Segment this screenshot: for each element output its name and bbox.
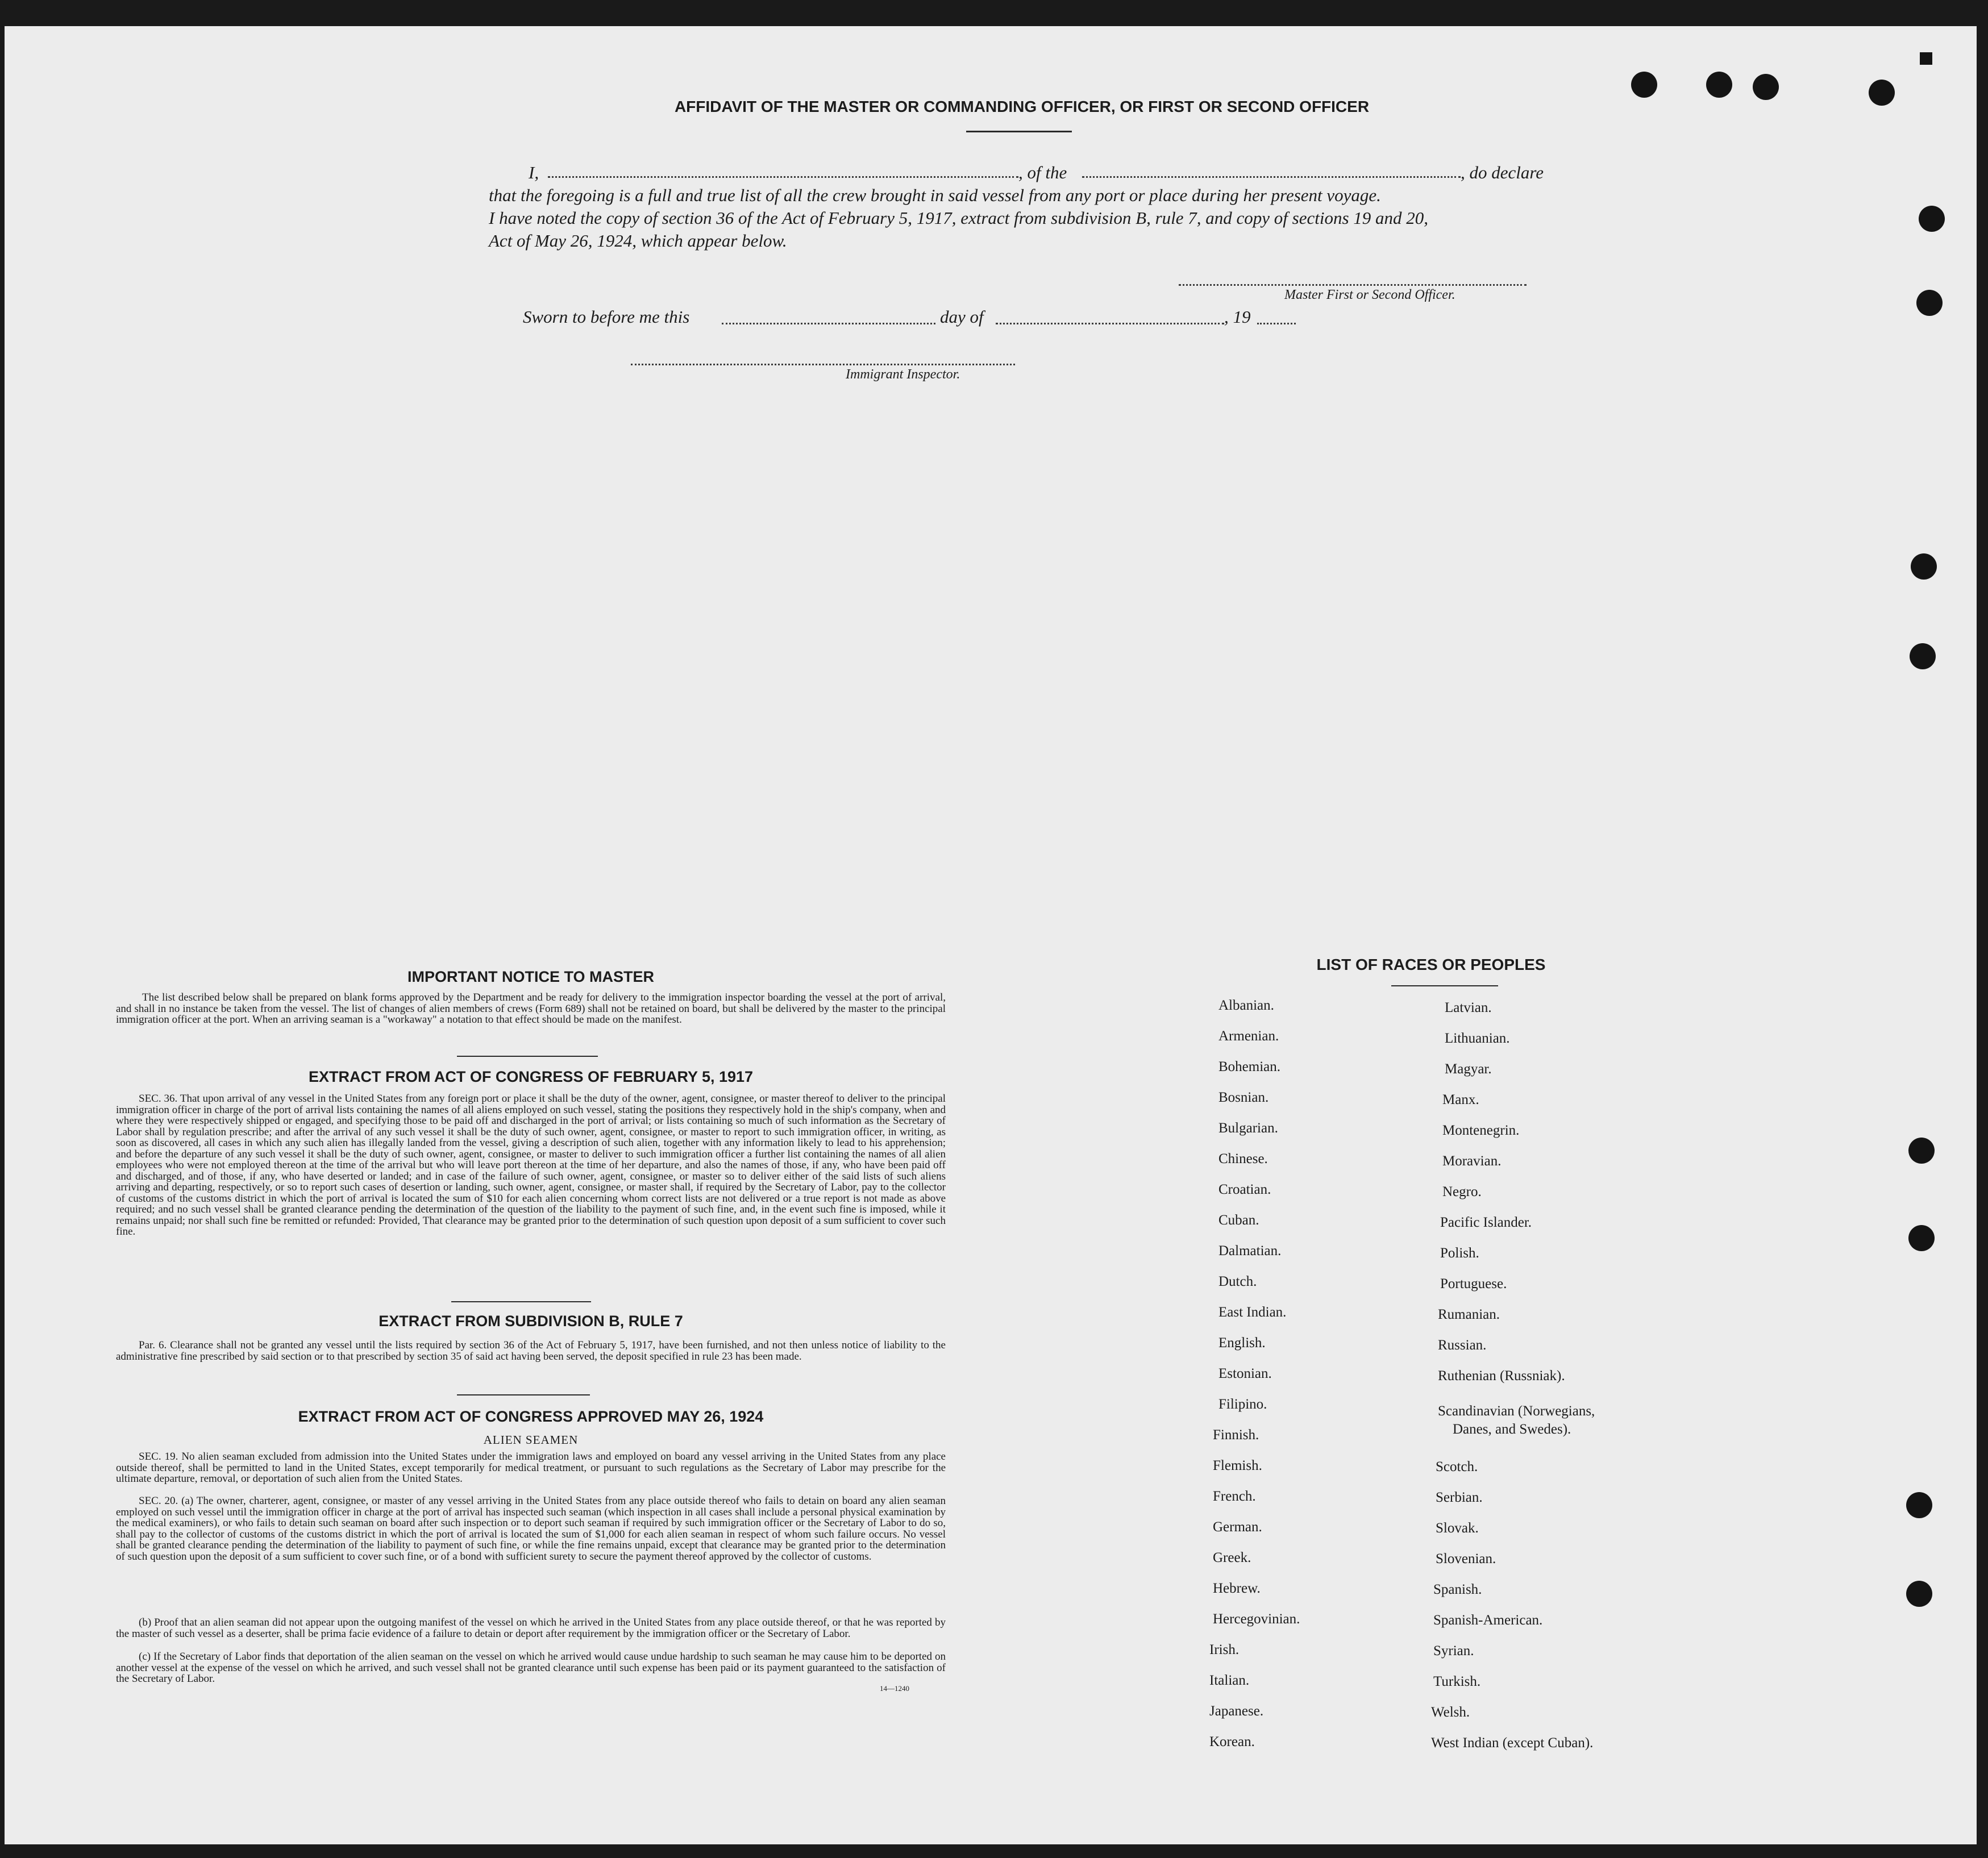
punch-hole [1631, 72, 1657, 98]
title-underline [966, 131, 1072, 132]
notice-text: The list described below shall be prepared on blank forms approved by the Department and be ready for delivery to the immigration inspector boarding the vessel at the port of arrival, and shall in no instance be taken from the vessel. The list of changes of alien members of crews (Form 689) shall not be retained on board, but shall be delivered by the master to the principal immigration officer at the port. When an arriving seaman is a "workaway" a notation to that effect should be made on the manifest. [116, 992, 946, 1026]
race-item: Latvian. [1445, 1000, 1492, 1015]
race-item: Bohemian. [1218, 1059, 1281, 1074]
race-item: Slovak. [1436, 1520, 1479, 1536]
extract-rule7-title: EXTRACT FROM SUBDIVISION B, RULE 7 [379, 1313, 683, 1330]
inspector-label: Immigrant Inspector. [846, 367, 960, 382]
sworn-before-label: Sworn to before me this [523, 307, 690, 327]
race-item: Moravian. [1442, 1153, 1502, 1169]
race-item: French. [1213, 1489, 1256, 1504]
notice-title: IMPORTANT NOTICE TO MASTER [407, 968, 654, 985]
race-item: Slovenian. [1436, 1551, 1496, 1567]
affidavit-title: AFFIDAVIT OF THE MASTER OR COMMANDING OFFICER, OR FIRST OR SECOND OFFICER [674, 98, 1370, 115]
race-item: Negro. [1442, 1184, 1482, 1199]
sec20b-text: (b) Proof that an alien seaman did not appear upon the outgoing manifest of the vessel on which he arrived in the United States from any place outside thereof, or that he was reported by the master of such vessel as a deserter, shall be prima facie evidence of a failure to detain or deport after requirement by the immigration officer or the Secretary of Labor. [116, 1617, 946, 1640]
race-item: Manx. [1442, 1092, 1479, 1107]
race-item: Korean. [1209, 1734, 1255, 1749]
race-item: Rumanian. [1438, 1307, 1500, 1322]
race-item: Montenegrin. [1442, 1123, 1520, 1138]
punch-hole [1906, 1492, 1932, 1518]
master-signature-label: Master First or Second Officer. [1284, 288, 1455, 302]
extract-1924-title: EXTRACT FROM ACT OF CONGRESS APPROVED MAY 26, 1924 [298, 1408, 764, 1425]
punch-hole [1910, 643, 1936, 669]
inspector-signature-line[interactable] [631, 364, 1015, 365]
race-item: Finnish. [1213, 1427, 1259, 1443]
sec19-text: SEC. 19. No alien seaman excluded from admission into the United States under the immigration laws and employed on board any vessel arriving in the United States from any place outside thereof, shall be permitted to land in the United States, except temporarily for medical treatment, or pursuant to such regulations as the Secretary of Labor may prescribe for the ultimate departure, removal, or deportation of such alien from the United States. [116, 1451, 946, 1485]
punch-hole [1906, 1581, 1932, 1607]
race-item: Chinese. [1218, 1151, 1268, 1167]
races-title-underline [1391, 985, 1498, 986]
punch-hole [1706, 72, 1732, 98]
race-item: Danes, and Swedes). [1453, 1422, 1571, 1437]
corner-mark [1920, 52, 1932, 65]
form-page [5, 26, 1977, 1844]
declaration-line-2: I have noted the copy of section 36 of the Act of February 5, 1917, extract from subdivision B, rule 7, and copy of sections 19 and 20, [489, 208, 1429, 228]
punch-hole [1753, 74, 1779, 100]
race-item: Irish. [1209, 1642, 1240, 1657]
punch-hole [1916, 290, 1943, 316]
race-item: Dalmatian. [1218, 1243, 1282, 1259]
race-item: Cuban. [1218, 1213, 1259, 1228]
race-item: West Indian (except Cuban). [1431, 1735, 1594, 1751]
race-item: Spanish-American. [1433, 1613, 1543, 1628]
race-item: Ruthenian (Russniak). [1438, 1368, 1565, 1384]
race-item: Hercegovinian. [1213, 1611, 1300, 1627]
races-title: LIST OF RACES OR PEOPLES [1316, 956, 1546, 973]
race-item: Bulgarian. [1218, 1120, 1278, 1136]
race-item: East Indian. [1218, 1305, 1287, 1320]
year-blank[interactable] [1257, 323, 1296, 324]
race-item: Polish. [1440, 1245, 1479, 1261]
race-item: Lithuanian. [1445, 1031, 1510, 1046]
punch-hole [1919, 206, 1945, 232]
race-item: German. [1213, 1519, 1262, 1535]
race-item: Welsh. [1431, 1705, 1470, 1720]
declaration-line-1: that the foregoing is a full and true list of all the crew brought in said vessel from any port or place during her present voyage. [489, 185, 1381, 205]
race-item: Armenian. [1218, 1028, 1279, 1044]
declaration-of-the: , of the [1018, 163, 1067, 182]
race-item: Spanish. [1433, 1582, 1482, 1597]
race-item: Russian. [1438, 1338, 1487, 1353]
race-item: Albanian. [1218, 998, 1274, 1013]
section-divider [451, 1301, 591, 1302]
declaration-do-declare: , do declare [1461, 163, 1544, 182]
race-item: Dutch. [1218, 1274, 1257, 1289]
extract-1917-title: EXTRACT FROM ACT OF CONGRESS OF FEBRUARY 5, 1917 [308, 1068, 754, 1085]
section-divider [457, 1056, 598, 1057]
race-item: Greek. [1213, 1550, 1251, 1565]
punch-hole [1869, 80, 1895, 106]
race-item: Filipino. [1218, 1397, 1267, 1412]
section-divider [457, 1394, 590, 1395]
punch-hole [1911, 553, 1937, 580]
sec20a-text: SEC. 20. (a) The owner, charterer, agent, consignee, or master of any vessel arriving in the United States from any place outside thereof who fails to detain on board any alien seaman employed on such vessel until the immigration officer in charge at the port of arrival has inspected such seaman (which inspection in all cases shall include a personal physical examination by the medical examiners), or who fails to detain such seaman on board after such inspection or to deport such seaman if required by such immigration officer or the Secretary of Labor to do so, shall pay to the collector of customs of the customs district in which the port of arrival is located the sum of $1,000 for each alien seaman in respect of whom such failure occurs. No vessel shall be granted clearance pending the determination of the liability to payment of such fine, or while the fine remains unpaid, except that clearance may be granted prior to the determination of such question upon the deposit of a sum sufficient to cover such fine, or of a bond with sufficient surety to secure the payment thereof approved by the collector of customs. [116, 1495, 946, 1563]
race-item: Bosnian. [1218, 1090, 1269, 1105]
master-signature-line[interactable] [1179, 284, 1527, 286]
race-item: Portuguese. [1440, 1276, 1507, 1292]
day-of-label: day of [940, 307, 984, 327]
extract-1924-subtitle: ALIEN SEAMEN [483, 1433, 579, 1447]
punch-hole [1908, 1225, 1935, 1251]
declaration-line-3: Act of May 26, 1924, which appear below. [489, 231, 787, 251]
race-item: Scandinavian (Norwegians, [1438, 1403, 1595, 1419]
extract-1917-text: SEC. 36. That upon arrival of any vessel in the United States from any foreign port or place it shall be the duty of the owner, agent, consignee, or master thereof to deliver to the principal immigration officer in charge of the port of arrival lists containing the names of all aliens employed on such vessel, stating the positions they respectively hold in the ship's company, when and where they were respectively shipped or engaged, and specifying those to be paid off and discharged in the port of arrival; or lists containing so much of such information as the Secretary of Labor shall by regulation prescribe; and after the arrival of any such vessel it shall be the duty of such owner, agent, consignee, or master to report to such immigration officer, in writing, as soon as discovered, all cases in which any such alien has illegally landed from the vessel, giving a description of such alien, together with any information likely to lead to his apprehension; and before the departure of any such vessel it shall be the duty of such owner, agent, consignee, or master to deliver to such immigration officer a further list containing the names of all alien employees who were not employed thereon at the time of the arrival but who will leave port thereon at the time of her departure, and also the names of those, if any, who have been paid off and discharged, and of those, if any, who have deserted or landed; and in case of the failure of such owner, agent, consignee, or master so to deliver either of the said lists of such aliens arriving and departing, respectively, or so to report such cases of desertion or landing, such owner, agent, consignee, or master shall, if required by the Secretary of Labor, pay to the collector of customs of the customs district in which the port of arrival is located the sum of $10 for each alien concerning whom correct lists are not delivered or a true report is not made as above required; and no such vessel shall be granted clearance pending the determination of the question of the liability to the payment of such fine, and, in the event such fine is imposed, while it remains unpaid; nor shall such fine be remitted or refunded: Provided, That clearance may be granted prior to the determination of such question upon deposit of a sum sufficient to cover such fine. [116, 1093, 946, 1238]
month-blank[interactable] [996, 323, 1224, 324]
punch-hole [1908, 1138, 1935, 1164]
day-blank[interactable] [722, 323, 935, 324]
race-item: Italian. [1209, 1673, 1250, 1688]
race-item: Flemish. [1213, 1458, 1262, 1473]
vessel-blank[interactable] [1082, 176, 1461, 178]
race-item: Magyar. [1445, 1061, 1492, 1077]
race-item: Turkish. [1433, 1674, 1481, 1689]
race-item: Estonian. [1218, 1366, 1272, 1381]
race-item: Serbian. [1436, 1490, 1483, 1505]
form-number: 14—1240 [880, 1684, 909, 1693]
sec20c-text: (c) If the Secretary of Labor finds that deportation of the alien seaman on the vessel on which he arrived would cause undue hardship to such seaman he may cause him to be deported on another vessel at the expense of the vessel on which he arrived, and such vessel shall not be granted clearance until such expense has been paid or its payment guaranteed to the satisfaction of the Secretary of Labor. [116, 1651, 946, 1685]
extract-rule7-text: Par. 6. Clearance shall not be granted any vessel until the lists required by section 36 of the Act of February 5, 1917, have been furnished, and not then unless notice of liability to the administrative fine prescribed by said section or to that prescribed by section 35 of said act having been served, the deposit specified in rule 23 has been made. [116, 1339, 946, 1363]
race-item: Scotch. [1436, 1459, 1478, 1474]
race-item: English. [1218, 1335, 1266, 1351]
race-item: Hebrew. [1213, 1581, 1261, 1596]
race-item: Pacific Islander. [1440, 1215, 1532, 1230]
race-item: Croatian. [1218, 1182, 1271, 1197]
race-item: Syrian. [1433, 1643, 1474, 1659]
declaration-i: I, [529, 163, 539, 182]
name-blank[interactable] [548, 176, 1018, 178]
race-item: Japanese. [1209, 1703, 1264, 1719]
year-label: , 19 [1224, 307, 1251, 327]
